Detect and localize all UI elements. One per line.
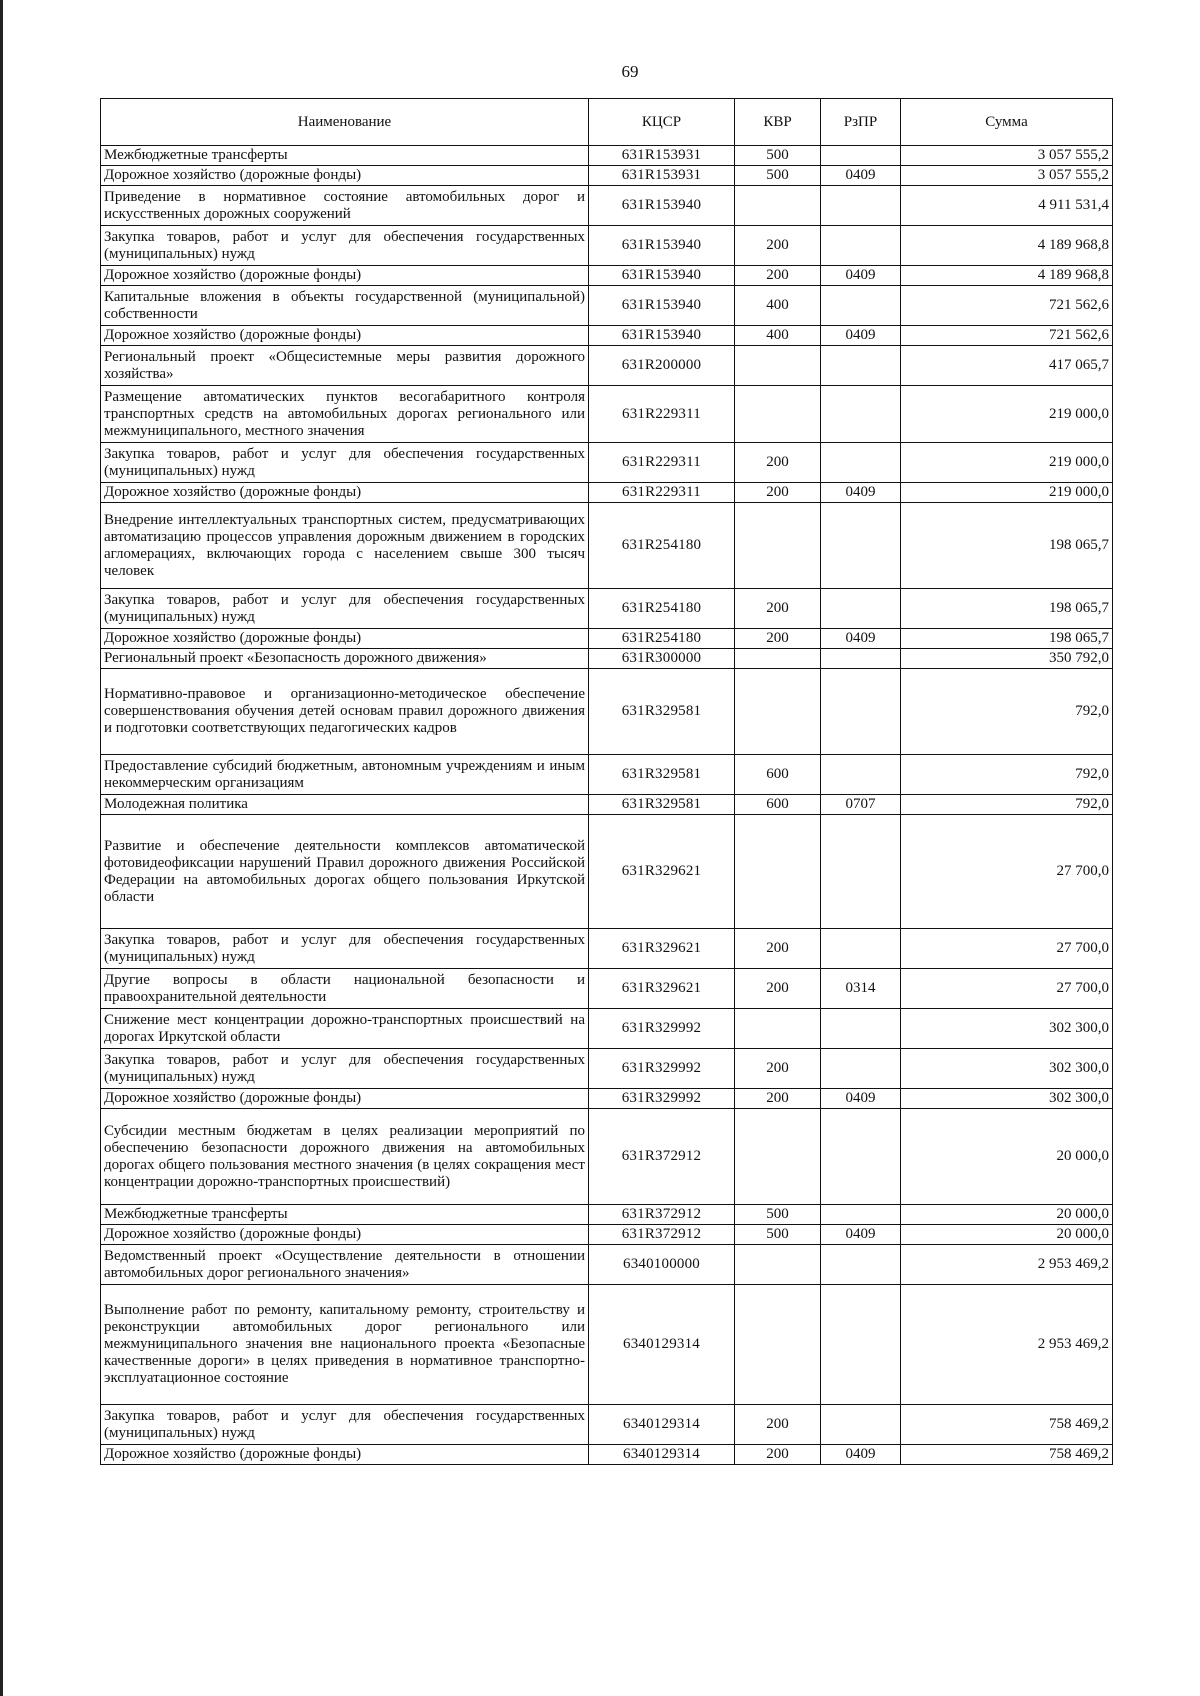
cell-rzpr: 0707 [821, 795, 901, 815]
header-kvr: КВР [735, 99, 821, 146]
cell-kcsr: 631R372912 [589, 1225, 735, 1245]
cell-kcsr: 631R329621 [589, 929, 735, 969]
cell-rzpr [821, 1245, 901, 1285]
cell-kcsr: 631R254180 [589, 503, 735, 589]
cell-kcsr: 631R329581 [589, 795, 735, 815]
cell-kvr: 200 [735, 443, 821, 483]
table-header [101, 99, 1113, 146]
header-sum: Сумма [901, 99, 1113, 146]
cell-name: Субсидии местным бюджетам в целях реализации мероприятий по обеспечению безопасности дорожного движения на автомобильных дорогах общего пользования местного значения (в целях сокращения мест концентрации дорожно-транспортных происшествий) [101, 1109, 589, 1205]
table-row [101, 483, 1113, 503]
cell-sum: 302 300,0 [901, 1049, 1113, 1089]
cell-sum: 20 000,0 [901, 1109, 1113, 1205]
table-row [101, 346, 1113, 386]
cell-sum: 302 300,0 [901, 1009, 1113, 1049]
cell-kvr [735, 1245, 821, 1285]
cell-name: Другие вопросы в области национальной безопасности и правоохранительной деятельности [101, 969, 589, 1009]
cell-kcsr: 631R200000 [589, 346, 735, 386]
cell-sum: 758 469,2 [901, 1405, 1113, 1445]
table-row [101, 929, 1113, 969]
cell-kvr: 200 [735, 929, 821, 969]
cell-rzpr [821, 346, 901, 386]
cell-kvr: 400 [735, 326, 821, 346]
cell-name: Дорожное хозяйство (дорожные фонды) [101, 1089, 589, 1109]
cell-name: Предоставление субсидий бюджетным, автономным учреждениям и иным некоммерческим организациям [101, 755, 589, 795]
table-row [101, 326, 1113, 346]
cell-kvr [735, 186, 821, 226]
cell-rzpr [821, 589, 901, 629]
page-edge [0, 0, 3, 1696]
cell-rzpr: 0409 [821, 1089, 901, 1109]
table-row [101, 226, 1113, 266]
cell-name: Дорожное хозяйство (дорожные фонды) [101, 1445, 589, 1465]
cell-sum: 4 189 968,8 [901, 266, 1113, 286]
cell-name: Приведение в нормативное состояние автомобильных дорог и искусственных дорожных сооружений [101, 186, 589, 226]
table-row [101, 1009, 1113, 1049]
cell-name: Дорожное хозяйство (дорожные фонды) [101, 1225, 589, 1245]
table-row [101, 589, 1113, 629]
cell-kcsr: 631R229311 [589, 443, 735, 483]
cell-rzpr [821, 226, 901, 266]
cell-kcsr: 631R153940 [589, 326, 735, 346]
cell-rzpr [821, 386, 901, 443]
cell-name: Размещение автоматических пунктов весогабаритного контроля транспортных средств на автомобильных дорогах регионального или межмуниципального, местного значения [101, 386, 589, 443]
cell-name: Выполнение работ по ремонту, капитальному ремонту, строительству и реконструкции автомобильных дорог регионального или межмуниципального значения вне национального проекта «Безопасные качественные дороги» в целях приведения в нормативное транспортно-эксплуатационное состояние [101, 1285, 589, 1405]
cell-kcsr: 6340129314 [589, 1285, 735, 1405]
cell-kvr: 200 [735, 629, 821, 649]
table-row [101, 1089, 1113, 1109]
cell-kvr: 400 [735, 286, 821, 326]
cell-kcsr: 631R329992 [589, 1049, 735, 1089]
cell-rzpr: 0409 [821, 326, 901, 346]
table-row [101, 1225, 1113, 1245]
cell-kcsr: 631R229311 [589, 483, 735, 503]
cell-kcsr: 631R153940 [589, 186, 735, 226]
table-row [101, 146, 1113, 166]
cell-sum: 3 057 555,2 [901, 166, 1113, 186]
cell-kvr [735, 346, 821, 386]
cell-sum: 792,0 [901, 755, 1113, 795]
cell-kvr: 200 [735, 266, 821, 286]
table-row [101, 629, 1113, 649]
cell-kcsr: 631R153931 [589, 146, 735, 166]
cell-name: Закупка товаров, работ и услуг для обеспечения государственных (муниципальных) нужд [101, 1049, 589, 1089]
cell-sum: 219 000,0 [901, 483, 1113, 503]
table-row [101, 1245, 1113, 1285]
cell-name: Межбюджетные трансферты [101, 1205, 589, 1225]
cell-sum: 27 700,0 [901, 929, 1113, 969]
cell-kvr [735, 386, 821, 443]
cell-rzpr: 0409 [821, 1225, 901, 1245]
cell-kcsr: 631R329992 [589, 1089, 735, 1109]
table-row [101, 969, 1113, 1009]
cell-name: Региональный проект «Общесистемные меры развития дорожного хозяйства» [101, 346, 589, 386]
cell-sum: 2 953 469,2 [901, 1285, 1113, 1405]
cell-kvr: 200 [735, 1445, 821, 1465]
cell-rzpr [821, 146, 901, 166]
cell-name: Закупка товаров, работ и услуг для обеспечения государственных (муниципальных) нужд [101, 226, 589, 266]
cell-kcsr: 631R254180 [589, 629, 735, 649]
table-row [101, 1049, 1113, 1089]
cell-kvr: 500 [735, 146, 821, 166]
cell-rzpr [821, 503, 901, 589]
cell-rzpr [821, 1285, 901, 1405]
cell-kvr: 200 [735, 1049, 821, 1089]
table-row [101, 755, 1113, 795]
cell-rzpr [821, 1009, 901, 1049]
table-row [101, 795, 1113, 815]
cell-rzpr [821, 815, 901, 929]
cell-sum: 27 700,0 [901, 815, 1113, 929]
cell-sum: 3 057 555,2 [901, 146, 1113, 166]
table-row [101, 386, 1113, 443]
table-row [101, 443, 1113, 483]
table-row [101, 286, 1113, 326]
table-row [101, 1285, 1113, 1405]
cell-rzpr: 0409 [821, 629, 901, 649]
cell-kvr: 600 [735, 755, 821, 795]
cell-rzpr: 0409 [821, 266, 901, 286]
header-name: Наименование [101, 99, 589, 146]
cell-name: Закупка товаров, работ и услуг для обеспечения государственных (муниципальных) нужд [101, 929, 589, 969]
cell-kvr [735, 1109, 821, 1205]
cell-name: Развитие и обеспечение деятельности комплексов автоматической фотовидеофиксации нарушений Правил дорожного движения Российской Федерации на автомобильных дорогах общего пользования Иркутской области [101, 815, 589, 929]
cell-kvr [735, 815, 821, 929]
cell-sum: 219 000,0 [901, 443, 1113, 483]
cell-sum: 4 911 531,4 [901, 186, 1113, 226]
cell-name: Региональный проект «Безопасность дорожного движения» [101, 649, 589, 669]
cell-kcsr: 631R329621 [589, 969, 735, 1009]
cell-kcsr: 631R254180 [589, 589, 735, 629]
budget-table [100, 98, 1113, 1465]
cell-kcsr: 631R153940 [589, 266, 735, 286]
cell-name: Капитальные вложения в объекты государственной (муниципальной) собственности [101, 286, 589, 326]
cell-sum: 198 065,7 [901, 589, 1113, 629]
header-row [101, 99, 1113, 146]
cell-kcsr: 631R329581 [589, 669, 735, 755]
cell-kcsr: 6340100000 [589, 1245, 735, 1285]
table-row [101, 186, 1113, 226]
cell-name: Дорожное хозяйство (дорожные фонды) [101, 166, 589, 186]
cell-rzpr [821, 186, 901, 226]
cell-sum: 4 189 968,8 [901, 226, 1113, 266]
cell-rzpr [821, 669, 901, 755]
cell-kcsr: 631R153940 [589, 226, 735, 266]
cell-kcsr: 631R329621 [589, 815, 735, 929]
cell-kvr: 200 [735, 589, 821, 629]
cell-rzpr [821, 1049, 901, 1089]
cell-sum: 350 792,0 [901, 649, 1113, 669]
cell-rzpr [821, 286, 901, 326]
cell-sum: 219 000,0 [901, 386, 1113, 443]
cell-name: Дорожное хозяйство (дорожные фонды) [101, 266, 589, 286]
cell-sum: 792,0 [901, 795, 1113, 815]
cell-rzpr: 0409 [821, 1445, 901, 1465]
cell-kcsr: 631R153931 [589, 166, 735, 186]
cell-sum: 721 562,6 [901, 286, 1113, 326]
cell-name: Снижение мест концентрации дорожно-транспортных происшествий на дорогах Иркутской области [101, 1009, 589, 1049]
cell-name: Межбюджетные трансферты [101, 146, 589, 166]
table-row [101, 649, 1113, 669]
cell-name: Молодежная политика [101, 795, 589, 815]
table-row [101, 166, 1113, 186]
table-row [101, 669, 1113, 755]
cell-rzpr: 0409 [821, 483, 901, 503]
cell-name: Внедрение интеллектуальных транспортных систем, предусматривающих автоматизацию процессов управления дорожным движением в городских агломерациях, включающих города с населением свыше 300 тысяч человек [101, 503, 589, 589]
cell-name: Ведомственный проект «Осуществление деятельности в отношении автомобильных дорог регионального значения» [101, 1245, 589, 1285]
cell-kvr: 200 [735, 226, 821, 266]
cell-name: Дорожное хозяйство (дорожные фонды) [101, 629, 589, 649]
cell-sum: 198 065,7 [901, 629, 1113, 649]
cell-sum: 417 065,7 [901, 346, 1113, 386]
table-row [101, 1109, 1113, 1205]
cell-kvr: 500 [735, 1225, 821, 1245]
cell-rzpr [821, 1109, 901, 1205]
cell-sum: 758 469,2 [901, 1445, 1113, 1465]
cell-rzpr [821, 929, 901, 969]
cell-kcsr: 631R329992 [589, 1009, 735, 1049]
cell-sum: 792,0 [901, 669, 1113, 755]
cell-kvr [735, 649, 821, 669]
cell-kcsr: 631R229311 [589, 386, 735, 443]
cell-rzpr [821, 1405, 901, 1445]
table-row [101, 1445, 1113, 1465]
cell-kvr: 200 [735, 1405, 821, 1445]
header-rzpr: РзПР [821, 99, 901, 146]
cell-kvr: 200 [735, 969, 821, 1009]
cell-kcsr: 6340129314 [589, 1405, 735, 1445]
table-row [101, 266, 1113, 286]
cell-kcsr: 631R372912 [589, 1109, 735, 1205]
cell-name: Закупка товаров, работ и услуг для обеспечения государственных (муниципальных) нужд [101, 1405, 589, 1445]
cell-kvr [735, 503, 821, 589]
cell-rzpr [821, 443, 901, 483]
cell-kvr [735, 1285, 821, 1405]
cell-rzpr [821, 1205, 901, 1225]
cell-name: Закупка товаров, работ и услуг для обеспечения государственных (муниципальных) нужд [101, 443, 589, 483]
cell-kvr: 500 [735, 166, 821, 186]
cell-kvr: 200 [735, 483, 821, 503]
cell-sum: 302 300,0 [901, 1089, 1113, 1109]
cell-sum: 198 065,7 [901, 503, 1113, 589]
cell-sum: 27 700,0 [901, 969, 1113, 1009]
cell-name: Дорожное хозяйство (дорожные фонды) [101, 483, 589, 503]
cell-rzpr: 0409 [821, 166, 901, 186]
cell-sum: 20 000,0 [901, 1205, 1113, 1225]
cell-sum: 20 000,0 [901, 1225, 1113, 1245]
cell-rzpr [821, 755, 901, 795]
cell-kvr [735, 669, 821, 755]
cell-kvr: 600 [735, 795, 821, 815]
cell-rzpr [821, 649, 901, 669]
table-body [101, 146, 1113, 1465]
cell-kvr: 200 [735, 1089, 821, 1109]
table-row [101, 1205, 1113, 1225]
cell-name: Дорожное хозяйство (дорожные фонды) [101, 326, 589, 346]
header-kcsr: КЦСР [589, 99, 735, 146]
table-row [101, 1405, 1113, 1445]
cell-rzpr: 0314 [821, 969, 901, 1009]
cell-kcsr: 631R153940 [589, 286, 735, 326]
table-row [101, 815, 1113, 929]
table-row [101, 503, 1113, 589]
cell-kcsr: 631R329581 [589, 755, 735, 795]
cell-sum: 721 562,6 [901, 326, 1113, 346]
cell-name: Нормативно-правовое и организационно-методическое обеспечение совершенствования обучения детей основам правил дорожного движения и подготовки соответствующих педагогических кадров [101, 669, 589, 755]
page-number: 69 [621, 62, 639, 81]
cell-sum: 2 953 469,2 [901, 1245, 1113, 1285]
cell-kvr [735, 1009, 821, 1049]
cell-kcsr: 631R300000 [589, 649, 735, 669]
cell-kcsr: 631R372912 [589, 1205, 735, 1225]
cell-name: Закупка товаров, работ и услуг для обеспечения государственных (муниципальных) нужд [101, 589, 589, 629]
cell-kvr: 500 [735, 1205, 821, 1225]
cell-kcsr: 6340129314 [589, 1445, 735, 1465]
